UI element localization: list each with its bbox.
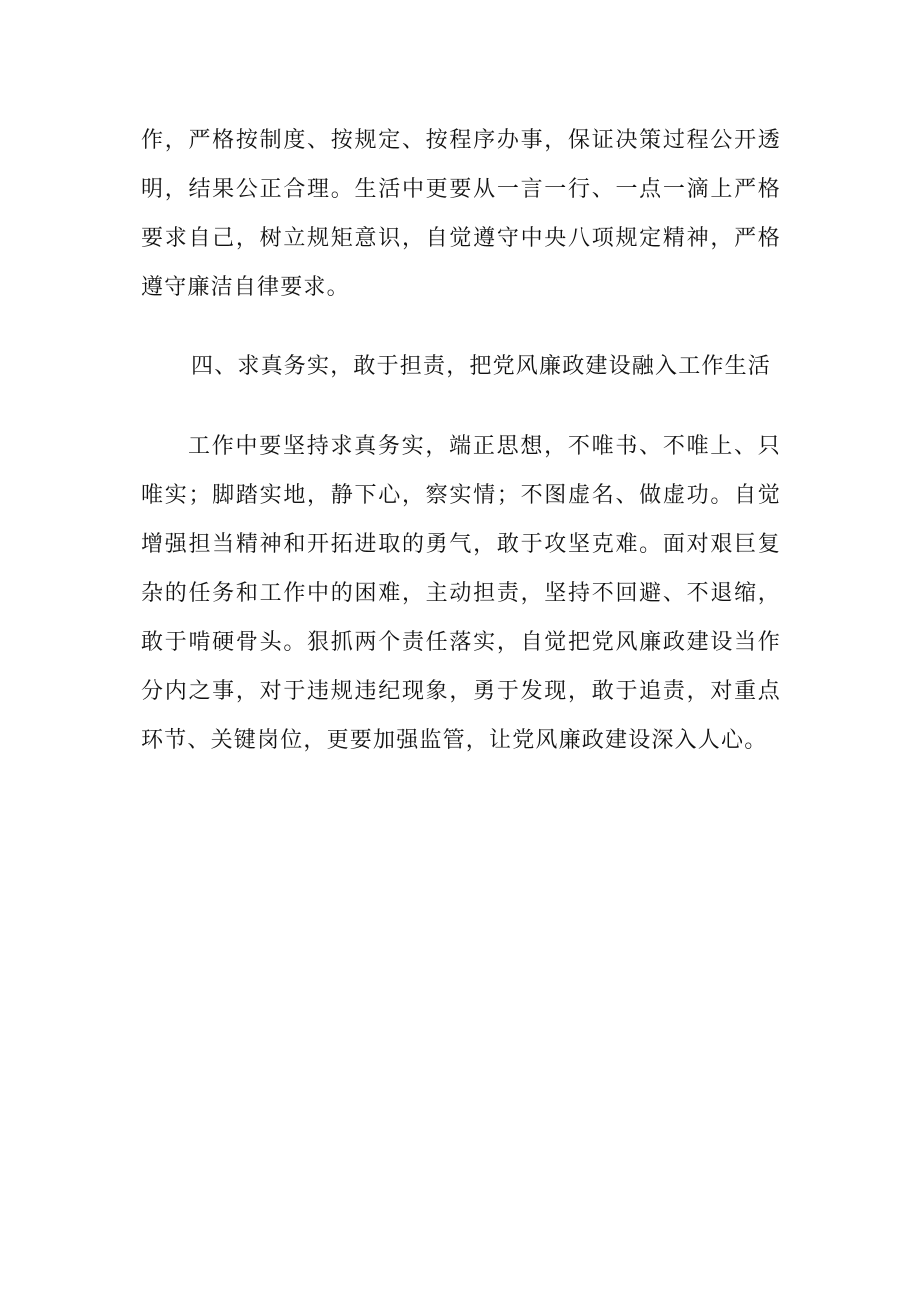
- paragraph-body: 工作中要坚持求真务实，端正思想，不唯书、不唯上、只唯实；脚踏实地，静下心，察实情；不图虚名、做虚功。自觉增强担当精神和开拓进取的勇气，敢于攻坚克难。面对艰巨复杂的任务和工作中的困难，主动担责，坚持不回避、不退缩，敢于啃硬骨头。狠抓两个责任落实，自觉把党风廉政建设当作分内之事，对于违规违纪现象，勇于发现，敢于追责，对重点环节、关键岗位，更要加强监管，让党风廉政建设深入人心。: [141, 434, 781, 753]
- paragraph-continuation: 作，严格按制度、按规定、按程序办事，保证决策过程公开透明，结果公正合理。生活中更要从一言一行、一点一滴上严格要求自己，树立规矩意识，自觉遵守中央八项规定精神，严格遵守廉洁自律要求。: [141, 128, 781, 300]
- section-heading: 四、求真务实，敢于担责，把党风廉政建设融入工作生活: [191, 354, 772, 379]
